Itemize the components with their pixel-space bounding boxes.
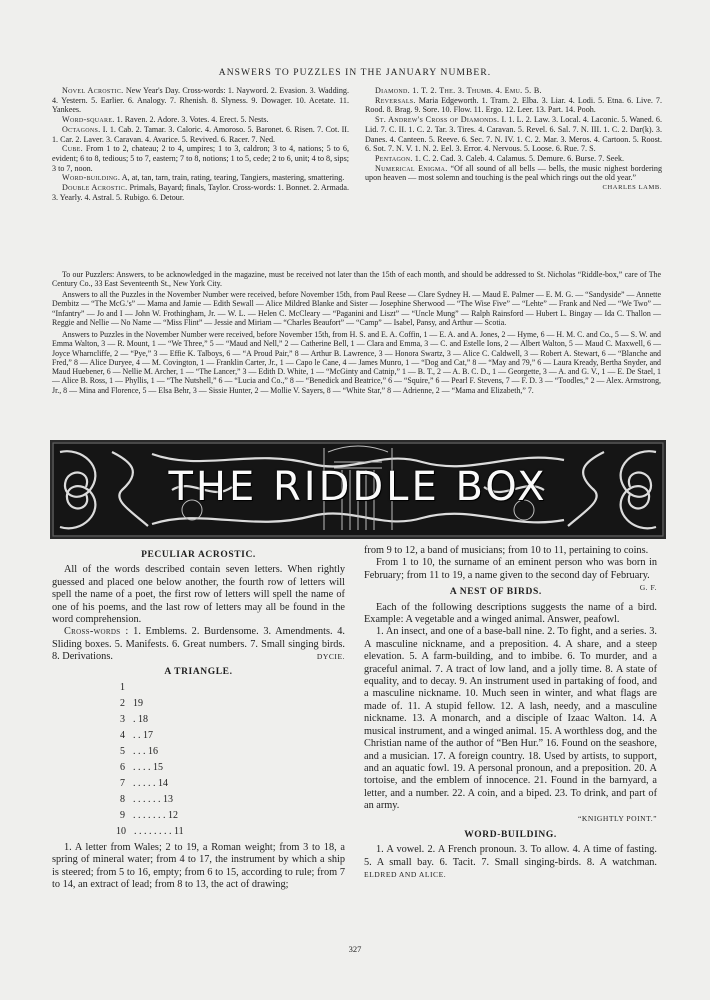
triangle-heading: A TRIANGLE.	[164, 666, 233, 677]
triangle-body-2: From 1 to 10, the surname of an eminent person who was born in February; from 11 to 19, a name given to the second day of February. G. F.	[364, 557, 657, 582]
attribution: CHARLES LAMB.	[602, 184, 662, 192]
acrostic-heading: PECULIAR ACROSTIC.	[141, 550, 256, 560]
answer-item: Double Acrostic. Primals, Bayard; finals, Taylor. Cross-words: 1. Bonnet. 2. Armada. 3. Yearly. 4. Astral. 5. Rubigo. 6. Detour.	[52, 183, 349, 202]
nest-signature: “KNIGHTLY POINT.”	[577, 813, 657, 823]
answers-right-column	[365, 86, 662, 202]
answer-item: Cube. From 1 to 2, chateau; 2 to 4, umpires; 1 to 3, caldron; 3 to 4, nations; 5 to 6, evident; 6 to 8, tedious; 5 to 7, eastern; 7 to 8, notions; 1 to 5, cede; 2 to 6, unit; 4 to 8, sips; 3 to 7, noon.	[52, 144, 349, 173]
wordbuilding-signature: ELDRED AND ALICE.	[364, 870, 447, 880]
answer-item: Novel Acrostic. New Year's Day. Cross-words: 1. Nayword. 2. Evasion. 3. Wadding. 4. Yestern. 5. Earlier. 6. Analogy. 7. Rhenish. 8. Slyness. 9. Dowager. 10. Acetate. 11. Yankees.	[52, 86, 350, 115]
nest-intro: Each of the following descriptions suggests the name of a bird. Example: A vegetable and a winged animal. Answer, peafowl.	[364, 601, 657, 626]
answers-some-list: Answers to Puzzles in the November Number were received, before November 15th, from H. S. and E. A. Coffin, 1 — E. A. and A. Jones, 2 — Hyme, 6 — H. M. C. and Co., 5 — S. W. and Emma Walton, 3 — R. Mount, 1 — “We Three,” 5 — “Maud and Nell,” 2 — Catherine Bell, 1 — Clara and Emma, 3 — C. and Estelle Ions, 2 — Albert Walton, 5 — Maud C. Maxwell, 6 — Joyce Wharncliffe, 2 — “Pye,” 3 — Effie K. Talboys, 6 — “A Proud Pair,” 8 — Arthur B. Lawrence, 3 — Honora Swartz, 3 — Alice C. Caldwell, 3 — Robert A. Stewart, 6 — “Blanche and Fred,” 8 — Alice Duryee, 4 — M. Covington, 1 — Franklin Carter, Jr., 1 — Capo le Cane, 4 — James Munro, 1 — “Dog and Cat,” 8 — “May and 79,” 6 — Laura Kready, Bertha Snyder, and Maud Huebener, 6 — Nellie M. Archer, 1 — “The Lancer,” 3 — Edith D. White, 1 — “McGinty and Catnip,” 1 — B. T., 2 — A. B. C. D., 1 — Georgette, 3 — A. and G. V., 1 — E. De Stael, 1 — Alice B. Ross, 1 — Phyllis, 1 — “The Nutshell,” 6 — “Lucia and Co.,” 8 — “Benedick and Beatrice,” 6 — “Squire,” 6 — Pearl F. Stevens, 7 — F. D. 3 — “Toodles,” 2 — Alex. Armstrong, Jr., 8 — Mina and Florence, 5 — Elsa Behr, 3 — Sissie Hunter, 2 — Mollie V. Sayers, 8 — “White Star,” 8 — Adrienne, 2 — “Mama and Elizabeth,” 7.	[52, 330, 661, 395]
riddle-box-banner	[50, 440, 666, 539]
acrostic-body: All of the words described contain seven letters. When rightly guessed and placed one below another, the fourth row of letters will spell the name of a poet, the first row of letters will spell the name of one of his poems, and the last row of letters may all be found in the word comprehension.	[52, 564, 345, 626]
triangle-row: 7 . . . . . 14	[120, 778, 168, 790]
answer-item: Word-square. 1. Raven. 2. Adore. 3. Votes. 4. Erect. 5. Nests.	[62, 115, 269, 125]
triangle-row: 10 . . . . . . . . 11	[116, 826, 184, 838]
wordbuilding-heading: WORD-BUILDING.	[464, 829, 557, 840]
triangle-row: 1	[120, 682, 125, 694]
triangle-body-continued: from 9 to 12, a band of musicians; from 10 to 11, pertaining to coins.	[364, 545, 649, 556]
puzzlers-notice: To our Puzzlers: Answers, to be acknowledged in the magazine, must be received not later than the 15th of each month, and should be addressed to St. Nicholas “Riddle-box,” care of The Century Co., 33 East Seventeenth St., New York City.	[52, 270, 661, 289]
answer-item: Pentagon. 1. C. 2. Cad. 3. Caleb. 4. Calamus. 5. Demure. 6. Burse. 7. Seek.	[375, 153, 625, 163]
nest-signature-line	[364, 813, 657, 825]
answers-all-list: Answers to all the Puzzles in the November Number were received, before November 15th, from Paul Reese — Clare Sydney H. — Maud E. Palmer — E. M. G. — “Sandyside” — Annette Dembitz — “The McG.'s” — Mama and Jamie — Edith Sewall — Alice Mildred Blanke and Sister — Josephine Sherwood — “The Wise Five” — “Lehte” — Frank and Ned — “We Two” — “Infantry” — Jo and I — John W. Frothingham, Jr. — W. L. — Helen C. McCleary — “Paganini and Liszt” — “Uncle Mung” — Ralph Rainsford — Hubert L. Bingay — Ida C. Thallon — Reggie and Nellie — No Name — “Miss Flint” — Jessie and Miriam — “Charles Beaufort” — “Camp” — Isabel, Pansy, and Arthur — Scotia.	[52, 290, 661, 327]
triangle-signature: G. F.	[639, 583, 657, 593]
nest-body: 1. An insect, and one of a base-ball nine. 2. To fight, and a series. 3. A masculine nickname, and a preposition. 4. A share, and a steep elevation. 5. A farm-building, and to imbibe. 6. To murder, and a graceful animal. 7. A tract of low land, and a jolly time. 8. A state of equality, and to decay. 9. An instrument used in partaking of food, and a masculine nickname. 10. Much seen in winter, and what flags are made of. 11. A stupid fellow. 12. A lash, needy, and a masculine nickname. 13. A monarch, and a disciple of Izaac Walton. 14. A musical instrument, and a winged animal. 15. A worthless dog, and the Christian name of the author of “Ben Hur.” 16. Found on the seashore, and a musician. 17. A foreign country. 18. Used by artists, to support, and an aquatic fowl. 19. A personal pronoun, and a preposition. 20. A tortoise, and the emblem of innocence. 21. Found in the barnyard, a letter, and a number. 22. A coin, and a biped. 23. To drink, and part of an army.	[364, 626, 657, 812]
answers-left-column	[52, 86, 349, 202]
acrostic-crosswords: Cross-words : 1. Emblems. 2. Burdensome. 3. Amendments. 4. Sliding boxes. 5. Manifests. 6. Great numbers. 7. Small singing birds. 8. Derivations. DYCIE.	[52, 626, 346, 663]
answer-item: St. Andrew's Cross of Diamonds. I. 1. L. 2. Law. 3. Local. 4. Laconic. 5. Waned. 6. Lid. 7. C. II. 1. C. 2. Tar. 3. Tires. 4. Caravan. 5. Revel. 6. Sal. 7. N. III. 1. C. 2. Dar(k). 3. Danes. 4. Canteen. 5. Reeve. 6. Sec. 7. N. IV. 1. C. 2. Mar. 3. Meros. 4. Cartoon. 5. Roost. 6. Sot. 7. N. V. 1. N. 2. Eel. 3. Error. 4. Nervous. 5. Loose. 6. Rue. 7. S.	[365, 115, 662, 154]
answer-item: Word-building. A, at, tan, tarn, train, rating, tearing, Tangiers, mastering, smattering.	[62, 173, 345, 183]
triangle-figure	[52, 682, 345, 838]
triangle-row: 2 19	[120, 698, 143, 710]
answer-item: Numerical Enigma. “Of all sound of all bells — bells, the music nighest bordering upon heaven — most solemn and touching is the peal which rings out the old year.” CHARLES LAMB.	[365, 163, 662, 192]
triangle-row: 5 . . . 16	[120, 746, 158, 758]
triangle-row: 6 . . . . 15	[120, 762, 163, 774]
acrostic-signature: DYCIE.	[316, 652, 345, 662]
answer-item: Diamond. 1. T. 2. The. 3. Thumb. 4. Emu. 5. B.	[375, 86, 542, 95]
triangle-row: 4 . . 17	[120, 730, 153, 742]
wordbuilding-body: 1. A vowel. 2. A French pronoun. 3. To allow. 4. A time of fasting. 5. A small bay. 6. Tacit. 7. Small singing-birds. 8. A watchman. ELDRED AND ALICE.	[364, 844, 657, 880]
triangle-body: 1. A letter from Wales; 2 to 19, a Roman weight; from 3 to 18, a spring of mineral water; from 4 to 17, the instrument by which a ship is steered; from 5 to 16, empty; from 6 to 15, according to rule; from 7 to 14, an extract of lead; from 8 to 13, the act of drawing;	[52, 842, 345, 891]
answer-item: Octagons. I. 1. Cab. 2. Tamar. 3. Caloric. 4. Amoroso. 5. Baronet. 6. Risen. 7. Cot. II. 1. Car. 2. Laver. 3. Caravan. 4. Avarice. 5. Revived. 6. Racer. 7. Ned.	[52, 124, 349, 144]
nest-heading: A NEST OF BIRDS.	[449, 587, 542, 598]
right-body-column	[364, 545, 657, 882]
left-body-column	[52, 545, 345, 892]
answers-header: ANSWERS TO PUZZLES IN THE JANUARY NUMBER.	[218, 68, 492, 78]
triangle-row: 8 . . . . . . 13	[120, 794, 173, 806]
triangle-row: 9 . . . . . . . 12	[120, 810, 178, 822]
banner-title: THE RIDDLE BOX	[168, 464, 548, 510]
triangle-row: 3 . 18	[120, 714, 148, 726]
page-number: 327	[348, 944, 362, 954]
answer-item: Reversals. Maria Edgeworth. 1. Tram. 2. Elba. 3. Liar. 4. Lodi. 5. Etna. 6. Live. 7. Rood. 8. Brag. 9. Sore. 10. Flow. 11. Ergo. 12. Leer. 13. Part. 14. Pooh.	[365, 95, 662, 115]
answers-columns	[52, 86, 662, 202]
